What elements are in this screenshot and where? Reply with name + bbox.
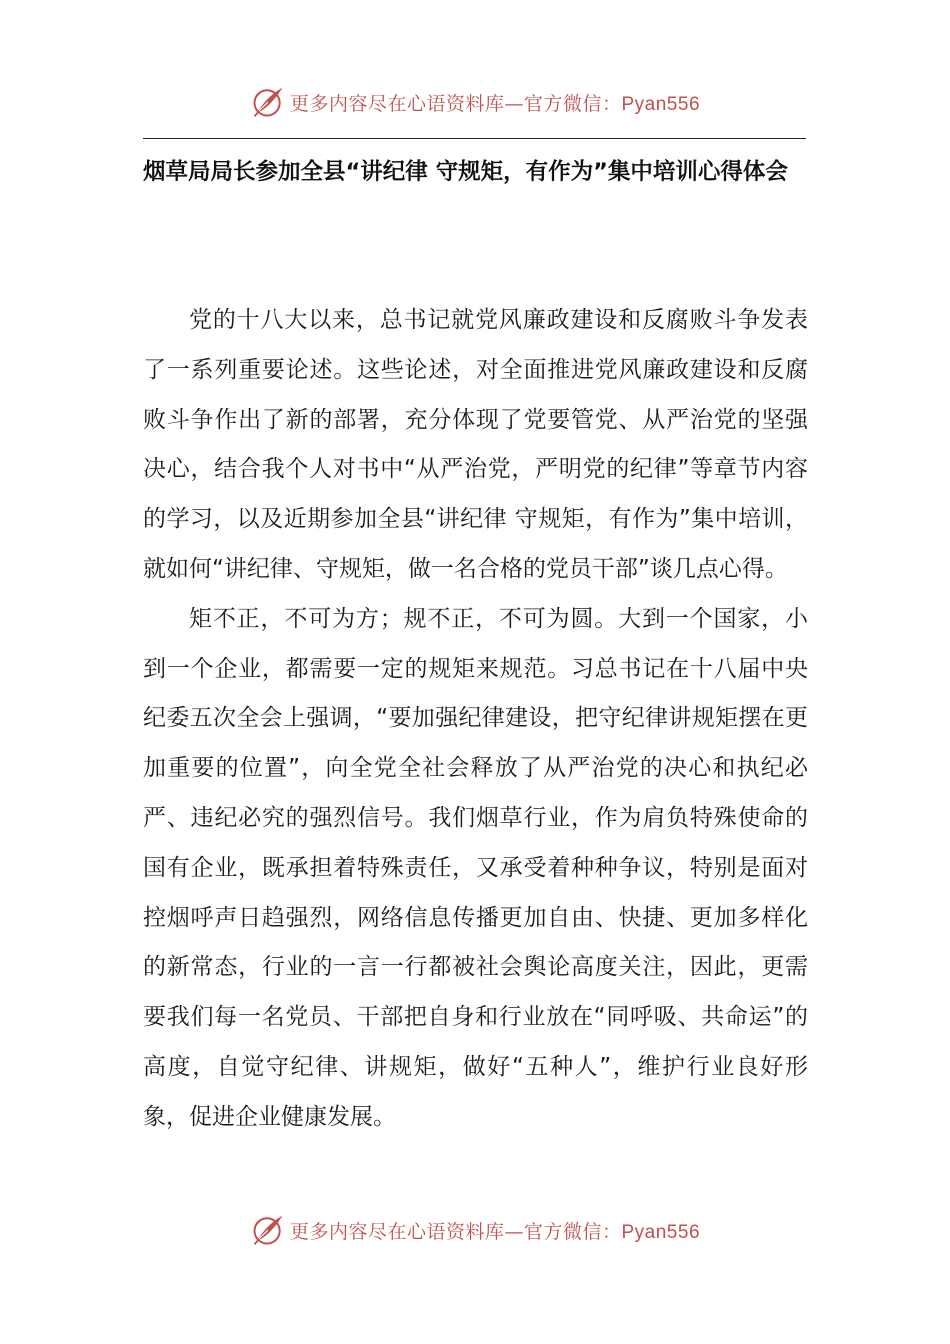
banner-text xyxy=(290,89,700,116)
quill-pen-logo-icon xyxy=(250,84,286,120)
header-divider xyxy=(143,138,806,139)
wechat-id: Pyan556 xyxy=(621,93,701,115)
document-body xyxy=(143,296,808,1143)
paragraph-2: 矩不正，不可为方；规不正，不可为圆。大到一个国家，小到一个企业，都需要一定的规矩来规范。习总书记在十八届中央纪委五次全会上强调，“要加强纪律建设，把守纪律讲规矩摆在更加重要的位置”，向全党全社会释放了从严治党的决心和执纪必严、违纪必究的强烈信号。我们烟草行业，作为肩负特殊使命的国有企业，既承担着特殊责任，又承受着种种争议，特别是面对控烟呼声日趋强烈，网络信息传播更加自由、快捷、更加多样化的新常态，行业的一言一行都被社会舆论高度关注，因此，更需要我们每一名党员、干部把自身和行业放在“同呼吸、共命运”的高度，自觉守纪律、讲规矩，做好“五种人”，维护行业良好形象，促进企业健康发展。 xyxy=(143,605,808,1130)
footer-banner xyxy=(0,1210,950,1250)
header-banner xyxy=(0,82,950,122)
quill-pen-logo-icon xyxy=(250,1212,286,1248)
paragraph-1: 党的十八大以来，总书记就党风廉政建设和反腐败斗争发表了一系列重要论述。这些论述，对全面推进党风廉政建设和反腐败斗争作出了新的部署，充分体现了党要管党、从严治党的坚强决心，结合我个人对书中“从严治党，严明党的纪律”等章节内容的学习，以及近期参加全县“讲纪律 守规矩，有作为”集中培训，就如何“讲纪律、守规矩，做一名合格的党员干部”谈几点心得。 xyxy=(143,307,808,582)
banner-caption: 更多内容尽在心语资料库—官方微信： xyxy=(289,92,622,115)
banner-text xyxy=(290,1217,700,1244)
wechat-id: Pyan556 xyxy=(621,1221,701,1243)
document-title: 烟草局局长参加全县“讲纪律 守规矩，有作为”集中培训心得体会 xyxy=(143,159,788,185)
banner-caption: 更多内容尽在心语资料库—官方微信： xyxy=(289,1220,622,1243)
